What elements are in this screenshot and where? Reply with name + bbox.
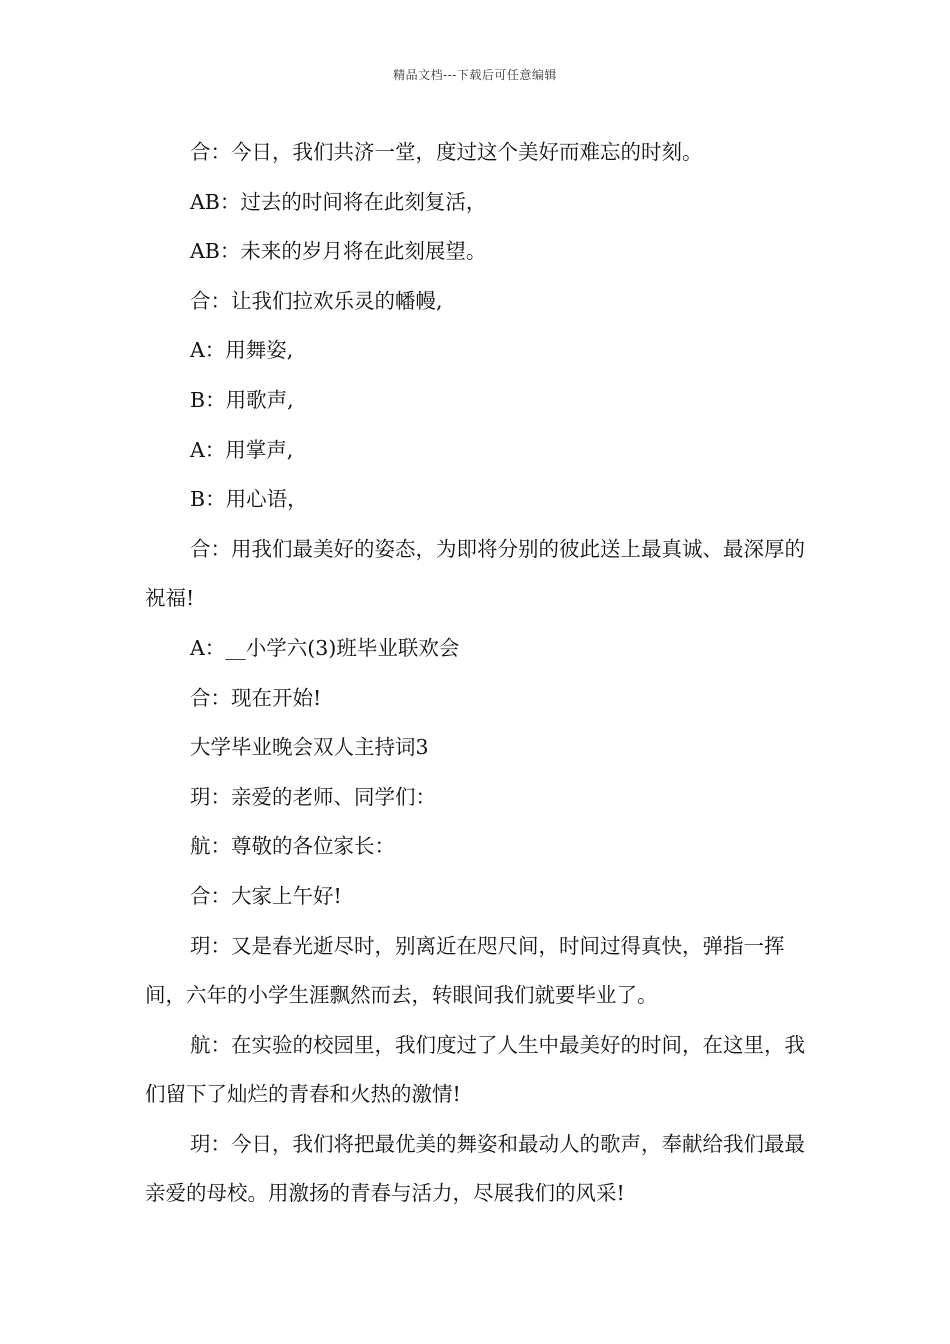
paragraph: 合：今日，我们共济一堂，度过这个美好而难忘的时刻。: [190, 140, 703, 164]
paragraph: 合：现在开始!: [190, 685, 322, 710]
paragraph: AB：过去的时间将在此刻复活，: [190, 189, 487, 214]
paragraph: 玥：今日，我们将把最优美的舞姿和最动人的歌声，奉献给我们最最亲爱的母校。用激扬的青春与活力，尽展我们的风采!: [145, 1131, 805, 1206]
document-body: [145, 128, 810, 1219]
paragraph: A：用掌声,: [190, 437, 294, 462]
paragraph: A：用舞姿,: [190, 338, 294, 363]
paragraph: 玥：又是春光逝尽时，别离近在咫尺间，时间过得真快，弹指一挥间，六年的小学生涯飘然而去，转眼间我们就要毕业了。: [145, 933, 785, 1008]
paragraph: B：用心语，: [190, 487, 308, 512]
paragraph: 航：尊敬的各位家长：: [190, 834, 395, 859]
paragraph: AB：未来的岁月将在此刻展望。: [190, 239, 487, 264]
paragraph: 合：用我们最美好的姿态，为即将分别的彼此送上最真诚、最深厚的祝福!: [145, 536, 805, 611]
paragraph: 航：在实验的校园里，我们度过了人生中最美好的时间，在这里，我们留下了灿烂的青春和火热的激情!: [145, 1032, 805, 1107]
paragraph: 合：大家上午好!: [190, 883, 342, 908]
paragraph: A：__小学六(3)班毕业联欢会: [190, 635, 460, 660]
paragraph: 合：让我们拉欢乐灵的幡幔,: [190, 288, 443, 313]
section-heading: 大学毕业晚会双人主持词3: [190, 735, 429, 760]
paragraph: 玥：亲爱的老师、同学们：: [190, 784, 436, 809]
paragraph: B：用歌声,: [190, 387, 294, 412]
page-header: 精品文档---下载后可任意编辑: [393, 68, 557, 82]
